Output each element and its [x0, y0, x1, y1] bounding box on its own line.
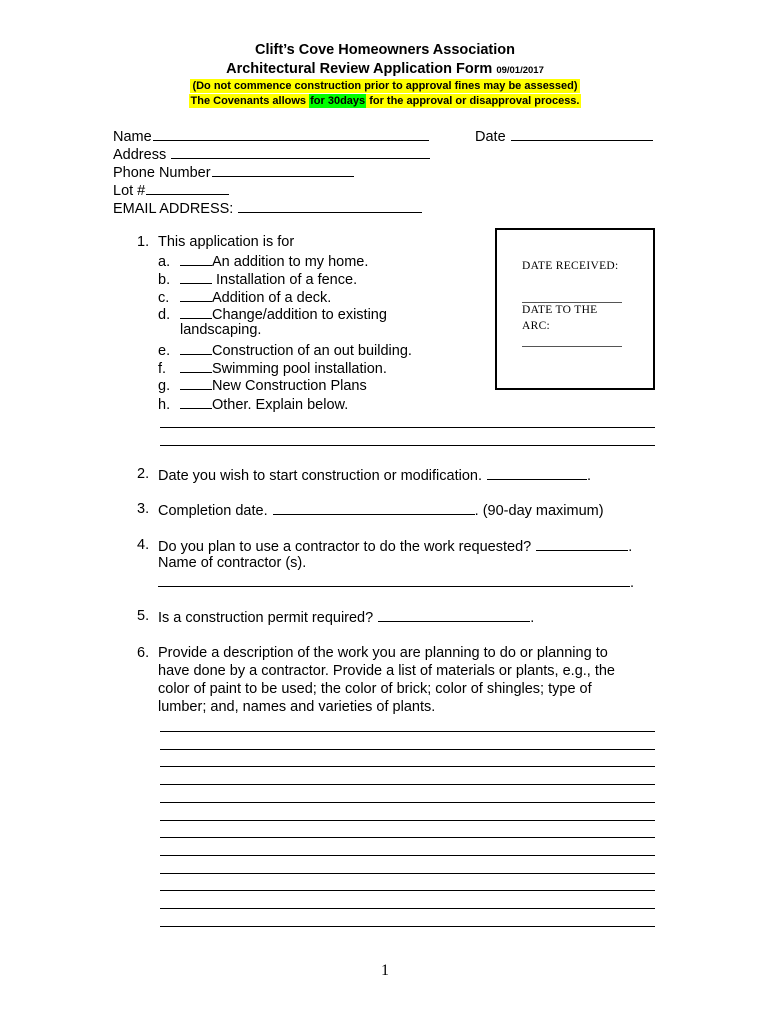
option-text: Construction of an out building. — [212, 343, 412, 359]
option-letter: e. — [158, 343, 171, 359]
phone-field[interactable] — [113, 163, 354, 181]
date-field[interactable] — [475, 127, 653, 145]
covenant-notice — [0, 95, 770, 107]
option-letter: h. — [158, 397, 171, 413]
option-text: Installation of a fence. — [212, 272, 358, 288]
question-6-number: 6. — [137, 645, 150, 661]
question-3-text: Completion date. — [158, 503, 268, 519]
option-text: Addition of a deck. — [212, 290, 332, 306]
option-checkbox-line[interactable] — [180, 376, 212, 390]
option-text: New Construction Plans — [212, 378, 367, 394]
option-text: Other. Explain below. — [212, 397, 349, 413]
permit-line[interactable] — [378, 608, 530, 622]
email-label: EMAIL ADDRESS: — [113, 201, 234, 217]
lot-label: Lot # — [113, 183, 146, 199]
application-option — [158, 376, 367, 394]
office-use-box — [495, 228, 655, 390]
covenant-before: The Covenants allows — [190, 95, 307, 107]
construction-warning — [0, 80, 770, 92]
form-title: Clift’s Cove Homeowners Association — [255, 42, 515, 58]
option-text: Change/addition to existing — [212, 307, 387, 323]
description-line[interactable] — [160, 926, 655, 927]
question-6-line-4: lumber; and, names and varieties of plants. — [158, 699, 436, 715]
email-input-line[interactable] — [238, 199, 422, 213]
description-line[interactable] — [160, 784, 655, 785]
application-option — [158, 270, 357, 288]
option-checkbox-line[interactable] — [180, 395, 212, 409]
phone-label: Phone Number — [113, 165, 211, 181]
question-3-suffix: . (90-day maximum) — [474, 503, 604, 519]
construction-warning-text: (Do not commence construction prior to approval fines may be assessed) — [192, 80, 578, 92]
date-received-line — [522, 302, 622, 303]
address-input-line[interactable] — [171, 145, 430, 159]
page-number: 1 — [381, 962, 389, 979]
option-letter: g. — [158, 378, 171, 394]
question-5: Is a construction permit required? . — [158, 610, 535, 626]
date-to-arc-line — [522, 346, 622, 347]
option-text: An addition to my home. — [212, 254, 369, 270]
option-text: landscaping. — [180, 322, 262, 338]
description-line[interactable] — [160, 731, 655, 732]
option-letter: d. — [158, 307, 171, 323]
date-label: Date — [475, 129, 506, 145]
question-2-number: 2. — [137, 466, 150, 482]
question-5-number: 5. — [137, 608, 150, 624]
date-input-line[interactable] — [511, 127, 653, 141]
question-1-number: 1. — [137, 234, 150, 250]
completion-date-line[interactable] — [273, 501, 475, 515]
explain-line[interactable] — [160, 427, 655, 428]
name-field[interactable] — [113, 127, 429, 145]
description-line[interactable] — [160, 802, 655, 803]
application-option — [158, 341, 412, 359]
date-to-arc-label-1: DATE TO THE — [522, 304, 598, 316]
option-letter: a. — [158, 254, 171, 270]
description-line[interactable] — [160, 749, 655, 750]
question-4: Do you plan to use a contractor to do the work requested? . — [158, 539, 633, 555]
date-received-label: DATE RECEIVED: — [522, 260, 619, 272]
question-4-number: 4. — [137, 537, 150, 553]
application-option — [158, 359, 387, 377]
phone-input-line[interactable] — [212, 163, 354, 177]
application-option — [158, 288, 331, 306]
option-text: Swimming pool installation. — [212, 361, 387, 377]
explain-line[interactable] — [160, 445, 655, 446]
name-input-line[interactable] — [153, 127, 429, 141]
application-option — [158, 252, 368, 270]
option-checkbox-line[interactable] — [180, 270, 212, 284]
option-letter: c. — [158, 290, 170, 306]
form-version-date: 09/01/2017 — [496, 65, 544, 76]
description-line[interactable] — [160, 855, 655, 856]
address-field[interactable] — [113, 145, 430, 163]
description-line[interactable] — [160, 766, 655, 767]
application-option — [158, 322, 261, 338]
question-2-text: Date you wish to start construction or modification. — [158, 468, 482, 484]
start-date-line[interactable] — [487, 466, 587, 480]
address-label: Address — [113, 147, 167, 163]
covenant-after: for the approval or disapproval process. — [369, 95, 580, 107]
option-checkbox-line[interactable] — [180, 252, 212, 266]
description-line[interactable] — [160, 908, 655, 909]
covenant-highlight: for 30days — [310, 95, 366, 107]
form-subtitle — [0, 61, 770, 77]
email-field[interactable] — [113, 199, 422, 217]
application-option — [158, 395, 348, 413]
option-letter: f. — [158, 361, 167, 377]
form-subtitle-text: Architectural Review Application Form — [226, 61, 493, 77]
option-checkbox-line[interactable] — [180, 341, 212, 355]
lot-input-line[interactable] — [146, 181, 229, 195]
description-line[interactable] — [160, 873, 655, 874]
option-checkbox-line[interactable] — [180, 305, 212, 319]
description-line[interactable] — [160, 837, 655, 838]
contractor-yes-no-line[interactable] — [536, 537, 628, 551]
option-checkbox-line[interactable] — [180, 359, 212, 373]
application-option — [158, 305, 387, 323]
question-4-line-2: Name of contractor (s). — [158, 555, 307, 571]
contractor-name-line[interactable] — [158, 573, 630, 587]
lot-field[interactable] — [113, 181, 229, 199]
question-6-line-3: color of paint to be used; the color of brick; color of shingles; type of — [158, 681, 592, 697]
option-checkbox-line[interactable] — [180, 288, 212, 302]
date-to-arc-label-2: ARC: — [522, 320, 551, 332]
question-6-line-1: Provide a description of the work you are planning to do or planning to — [158, 645, 608, 661]
question-1-text: This application is for — [158, 234, 295, 250]
description-line[interactable] — [160, 820, 655, 821]
contractor-name: . — [158, 573, 634, 591]
name-label: Name — [113, 129, 152, 145]
option-letter: b. — [158, 272, 171, 288]
question-3 — [158, 501, 604, 519]
question-2: Date you wish to start construction or modification. . — [158, 468, 592, 484]
question-4-text: Do you plan to use a contractor to do the work requested? — [158, 539, 532, 555]
question-5-text: Is a construction permit required? — [158, 610, 374, 626]
question-6-line-2: have done by a contractor. Provide a list of materials or plants, e.g., the — [158, 663, 615, 679]
description-line[interactable] — [160, 890, 655, 891]
question-3-number: 3. — [137, 501, 150, 517]
